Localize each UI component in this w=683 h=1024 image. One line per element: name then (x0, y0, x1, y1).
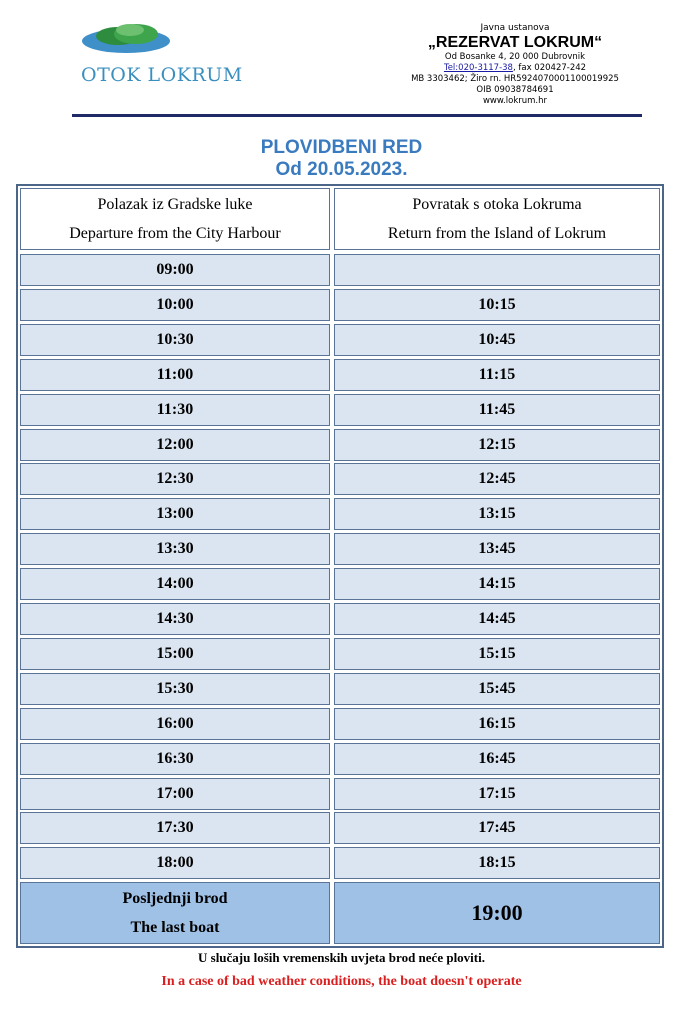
org-registration: MB 3303462; Žiro rn. HR5924070001100019925 (411, 74, 619, 84)
org-name: „REZERVAT LOKRUM“ (427, 34, 603, 51)
return-time: 17:45 (334, 812, 660, 844)
departure-time: 13:00 (20, 498, 330, 530)
header-return-hr: Povratak s otoka Lokruma (412, 196, 582, 213)
departure-time: 14:00 (20, 568, 330, 600)
return-time: 16:45 (334, 743, 660, 775)
return-time: 10:15 (334, 289, 660, 321)
return-time: 17:15 (334, 778, 660, 810)
return-time: 10:45 (334, 324, 660, 356)
header-departure-en: Departure from the City Harbour (69, 225, 281, 242)
departure-time: 12:30 (20, 463, 330, 495)
departure-time: 18:00 (20, 847, 330, 879)
departure-time: 09:00 (20, 254, 330, 286)
departure-time: 14:30 (20, 603, 330, 635)
return-time: 12:45 (334, 463, 660, 495)
header-return-en: Return from the Island of Lokrum (387, 225, 607, 242)
header-return (334, 188, 660, 250)
return-time: 14:15 (334, 568, 660, 600)
return-time: 16:15 (334, 708, 660, 740)
departure-time: 15:00 (20, 638, 330, 670)
return-time: 15:45 (334, 673, 660, 705)
schedule-title-line1: PLOVIDBENI RED (260, 137, 423, 158)
return-time: 15:15 (334, 638, 660, 670)
org-type: Javna ustanova (480, 23, 550, 33)
departure-time: 15:30 (20, 673, 330, 705)
return-time: 12:15 (334, 429, 660, 461)
org-address: Od Bosanke 4, 20 000 Dubrovnik (444, 52, 586, 62)
last-boat-label-en: The last boat (130, 919, 220, 936)
header-departure (20, 188, 330, 250)
weather-note-en: In a case of bad weather conditions, the boat doesn't operate (161, 974, 522, 989)
logo-text: OTOK LOKRUM (81, 64, 243, 86)
org-contact (370, 63, 660, 74)
departure-time: 11:30 (20, 394, 330, 426)
departure-time: 16:30 (20, 743, 330, 775)
departure-time: 10:00 (20, 289, 330, 321)
organization-info (370, 22, 660, 107)
weather-note-hr: U slučaju loših vremenskih uvjeta brod neće ploviti. (198, 950, 485, 965)
return-time: 11:15 (334, 359, 660, 391)
fax-text: , fax 020427-242 (512, 63, 587, 73)
return-time: 18:15 (334, 847, 660, 879)
last-boat-label (20, 882, 330, 944)
header-departure-hr: Polazak iz Gradske luke (97, 196, 253, 213)
last-boat-label-hr: Posljednji brod (122, 890, 228, 907)
return-time: 11:45 (334, 394, 660, 426)
departure-time: 17:00 (20, 778, 330, 810)
document-header (0, 0, 683, 118)
org-website[interactable]: www.lokrum.hr (482, 96, 547, 106)
return-time (334, 254, 660, 286)
return-time: 13:45 (334, 533, 660, 565)
departure-time: 17:30 (20, 812, 330, 844)
schedule-title (0, 137, 683, 181)
org-oib: OIB 09038784691 (476, 85, 554, 95)
schedule-title-line2: Od 20.05.2023. (275, 159, 408, 180)
return-time: 14:45 (334, 603, 660, 635)
timetable (16, 184, 664, 948)
tel-link[interactable]: Tel:020-3117-38 (443, 63, 513, 73)
departure-time: 12:00 (20, 429, 330, 461)
departure-time: 10:30 (20, 324, 330, 356)
last-boat-time: 19:00 (334, 882, 660, 944)
header-divider (72, 114, 642, 117)
departure-time: 11:00 (20, 359, 330, 391)
departure-time: 16:00 (20, 708, 330, 740)
return-time: 13:15 (334, 498, 660, 530)
departure-time: 13:30 (20, 533, 330, 565)
